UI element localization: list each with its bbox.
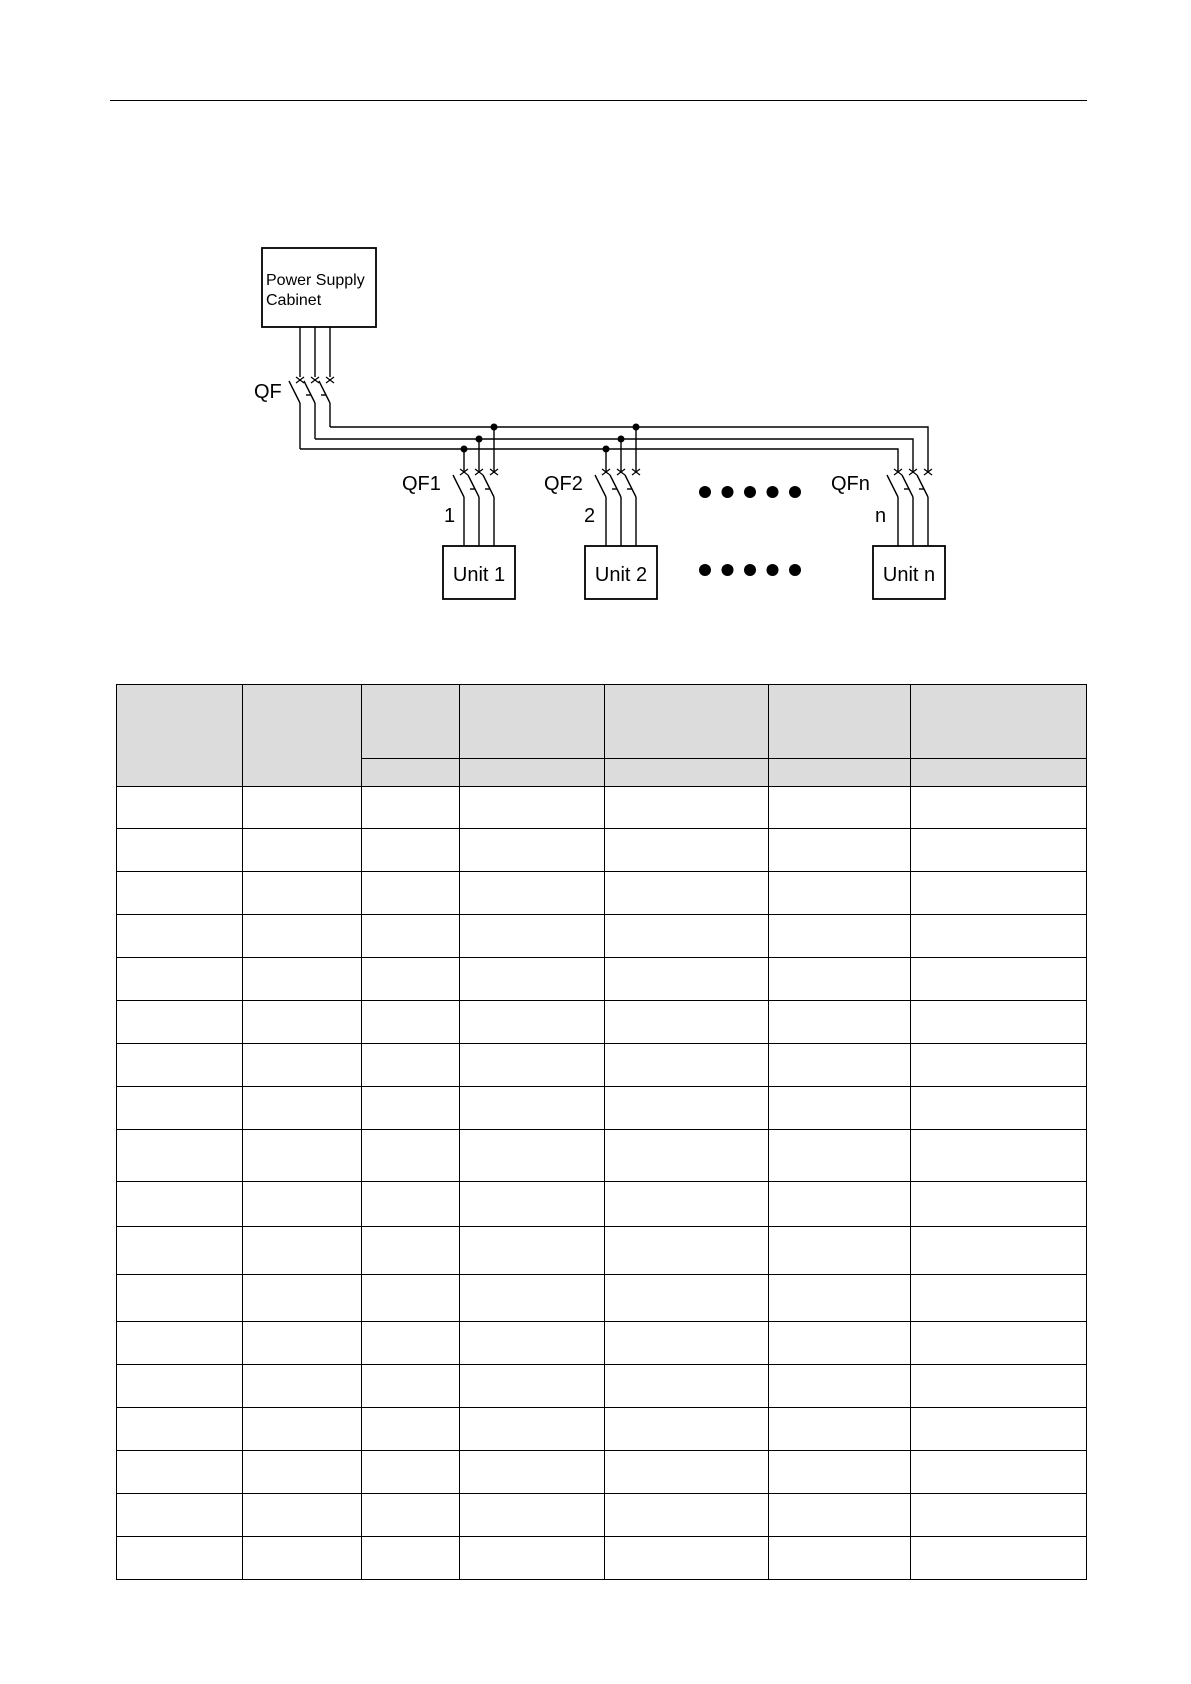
- table-cell: [769, 1130, 911, 1182]
- table-cell: [117, 915, 243, 958]
- ellipsis-dot: [789, 486, 801, 498]
- table-cell: [117, 1275, 243, 1322]
- table-cell: [460, 1322, 605, 1365]
- table-cell: [362, 1044, 460, 1087]
- header-cell: [911, 685, 1087, 759]
- table-cell: [460, 1537, 605, 1580]
- table-row: [117, 1494, 1087, 1537]
- table-cell: [117, 1087, 243, 1130]
- table-cell: [460, 1365, 605, 1408]
- table-cell: [243, 958, 362, 1001]
- table-cell: [605, 1365, 769, 1408]
- table-cell: [362, 1275, 460, 1322]
- table-cell: [911, 1044, 1087, 1087]
- table-row: [117, 1322, 1087, 1365]
- table-cell: [362, 1537, 460, 1580]
- unit-label: Unit 1: [452, 564, 506, 586]
- table-cell: [362, 1494, 460, 1537]
- table-cell: [117, 1044, 243, 1087]
- table-cell: [769, 1365, 911, 1408]
- branch-breaker-label: QF2: [544, 473, 583, 495]
- table-cell: [362, 872, 460, 915]
- table-row: [117, 1044, 1087, 1087]
- table-cell: [117, 1182, 243, 1227]
- table-cell: [243, 1001, 362, 1044]
- table-cell: [605, 915, 769, 958]
- table-cell: [605, 1451, 769, 1494]
- table-cell: [911, 1537, 1087, 1580]
- table-cell: [605, 1322, 769, 1365]
- table-cell: [911, 1087, 1087, 1130]
- table-cell: [460, 1408, 605, 1451]
- table-cell: [243, 1408, 362, 1451]
- table-cell: [605, 1182, 769, 1227]
- header-unit-cell: [362, 759, 460, 787]
- busbars: [300, 427, 928, 472]
- ellipsis-dot: [722, 564, 734, 576]
- ellipsis-dot: [744, 486, 756, 498]
- table-cell: [460, 1087, 605, 1130]
- branch-circuit-number: n: [875, 505, 887, 527]
- main-breaker-label: QF: [254, 381, 282, 403]
- table-cell: [117, 1451, 243, 1494]
- table-cell: [769, 1044, 911, 1087]
- table-cell: [362, 1182, 460, 1227]
- table-cell: [911, 872, 1087, 915]
- branch-breaker-label: QF1: [402, 473, 441, 495]
- power-supply-cabinet: [262, 248, 376, 327]
- table-row: [117, 958, 1087, 1001]
- table-cell: [117, 1130, 243, 1182]
- branch-1: [402, 424, 515, 600]
- table-cell: [605, 1130, 769, 1182]
- table-cell: [769, 1322, 911, 1365]
- table-row: [117, 1451, 1087, 1494]
- table-cell: [911, 915, 1087, 958]
- table-row: [117, 1182, 1087, 1227]
- table-cell: [911, 1365, 1087, 1408]
- table-cell: [362, 915, 460, 958]
- table-cell: [362, 1227, 460, 1275]
- header-cell: [117, 685, 243, 787]
- table-cell: [243, 1537, 362, 1580]
- table-row: [117, 1087, 1087, 1130]
- table-cell: [911, 787, 1087, 829]
- table-cell: [605, 1001, 769, 1044]
- ellipsis-dot: [699, 486, 711, 498]
- table-cell: [117, 872, 243, 915]
- table-cell: [911, 1182, 1087, 1227]
- table-cell: [460, 1130, 605, 1182]
- table-cell: [243, 829, 362, 872]
- header-cell: [769, 685, 911, 759]
- table-cell: [460, 915, 605, 958]
- header-cell: [362, 685, 460, 759]
- table-cell: [769, 787, 911, 829]
- table-cell: [605, 787, 769, 829]
- ellipsis-dot: [744, 564, 756, 576]
- unit-label: Unit 2: [594, 564, 648, 586]
- table-cell: [117, 1537, 243, 1580]
- table-row: [117, 872, 1087, 915]
- ellipsis-dot: [722, 486, 734, 498]
- table-cell: [460, 787, 605, 829]
- table-cell: [243, 1451, 362, 1494]
- table-cell: [911, 1408, 1087, 1451]
- header-unit-cell: [605, 759, 769, 787]
- ellipsis-dot: [767, 564, 779, 576]
- table-row: [117, 1275, 1087, 1322]
- table-cell: [769, 1451, 911, 1494]
- table-row: [117, 1227, 1087, 1275]
- table-cell: [362, 958, 460, 1001]
- table-cell: [243, 1087, 362, 1130]
- table-cell: [769, 1494, 911, 1537]
- table-cell: [362, 1087, 460, 1130]
- table-cell: [460, 1275, 605, 1322]
- table-cell: [243, 1182, 362, 1227]
- table-cell: [769, 958, 911, 1001]
- table-cell: [911, 1322, 1087, 1365]
- table-cell: [769, 1182, 911, 1227]
- table-cell: [243, 787, 362, 829]
- unit-label: Unit n: [882, 564, 936, 586]
- table-cell: [460, 1451, 605, 1494]
- table-cell: [362, 787, 460, 829]
- table-cell: [243, 1322, 362, 1365]
- table-cell: [362, 1365, 460, 1408]
- table-cell: [769, 1001, 911, 1044]
- table-row: [117, 1130, 1087, 1182]
- table-cell: [911, 1130, 1087, 1182]
- header-unit-cell: [911, 759, 1087, 787]
- branch-circuit-number: 1: [444, 505, 456, 527]
- table-cell: [243, 1494, 362, 1537]
- table-cell: [362, 1001, 460, 1044]
- table-cell: [460, 1001, 605, 1044]
- branch-2: [544, 424, 657, 600]
- table-cell: [117, 958, 243, 1001]
- table-cell: [911, 1275, 1087, 1322]
- table-cell: [769, 1227, 911, 1275]
- table-cell: [769, 1537, 911, 1580]
- table-cell: [243, 1275, 362, 1322]
- table-cell: [460, 1044, 605, 1087]
- table-cell: [117, 1322, 243, 1365]
- table-cell: [243, 1044, 362, 1087]
- cabinet-label-line2: Cabinet: [266, 292, 322, 309]
- table-row: [117, 1365, 1087, 1408]
- table-cell: [911, 958, 1087, 1001]
- table-cell: [362, 1130, 460, 1182]
- branch-n: [831, 469, 945, 599]
- ellipsis-dot: [699, 564, 711, 576]
- table-cell: [769, 1087, 911, 1130]
- table-cell: [605, 1044, 769, 1087]
- table-cell: [460, 872, 605, 915]
- table-cell: [605, 1087, 769, 1130]
- spec-table: [116, 684, 1087, 1580]
- table-cell: [911, 1451, 1087, 1494]
- table-cell: [243, 1130, 362, 1182]
- ellipsis-dots-upper: [699, 486, 801, 498]
- wiring-diagram: [0, 0, 1191, 640]
- table-cell: [911, 1001, 1087, 1044]
- table-cell: [911, 1227, 1087, 1275]
- table-cell: [605, 829, 769, 872]
- table-cell: [460, 1494, 605, 1537]
- table-cell: [605, 1275, 769, 1322]
- table-cell: [117, 1001, 243, 1044]
- header-cell: [605, 685, 769, 759]
- table-cell: [460, 829, 605, 872]
- table-cell: [460, 958, 605, 1001]
- table-cell: [362, 1322, 460, 1365]
- table-cell: [605, 1494, 769, 1537]
- table-cell: [117, 829, 243, 872]
- table-cell: [117, 1408, 243, 1451]
- main-breaker-qf: [254, 327, 334, 449]
- ellipsis-dot: [789, 564, 801, 576]
- header-cell: [460, 685, 605, 759]
- table-cell: [769, 1275, 911, 1322]
- table-cell: [243, 1365, 362, 1408]
- table-row: [117, 1537, 1087, 1580]
- table-row: [117, 1001, 1087, 1044]
- branch-breaker-label: QFn: [831, 473, 870, 495]
- cabinet-label-line1: Power Supply: [266, 272, 365, 289]
- table-cell: [769, 915, 911, 958]
- table-cell: [769, 1408, 911, 1451]
- table-cell: [117, 1494, 243, 1537]
- table-cell: [117, 1365, 243, 1408]
- table-cell: [605, 958, 769, 1001]
- table-cell: [605, 1227, 769, 1275]
- table-cell: [362, 829, 460, 872]
- table-cell: [117, 1227, 243, 1275]
- header-unit-cell: [769, 759, 911, 787]
- table-cell: [117, 787, 243, 829]
- table-row: [117, 915, 1087, 958]
- table-header-row: [117, 685, 1087, 759]
- table-cell: [243, 915, 362, 958]
- table-row: [117, 787, 1087, 829]
- table-cell: [460, 1182, 605, 1227]
- table-cell: [769, 872, 911, 915]
- table-cell: [460, 1227, 605, 1275]
- ellipsis-dot: [767, 486, 779, 498]
- table-row: [117, 829, 1087, 872]
- table-cell: [605, 1408, 769, 1451]
- table-cell: [362, 1408, 460, 1451]
- table-cell: [911, 829, 1087, 872]
- table-cell: [769, 829, 911, 872]
- header-unit-cell: [460, 759, 605, 787]
- table-cell: [243, 872, 362, 915]
- table-cell: [605, 1537, 769, 1580]
- table-cell: [911, 1494, 1087, 1537]
- table-cell: [243, 1227, 362, 1275]
- ellipsis-dots-lower: [699, 564, 801, 576]
- table-cell: [605, 872, 769, 915]
- table-row: [117, 1408, 1087, 1451]
- header-cell: [243, 685, 362, 787]
- branch-circuit-number: 2: [584, 505, 596, 527]
- table-cell: [362, 1451, 460, 1494]
